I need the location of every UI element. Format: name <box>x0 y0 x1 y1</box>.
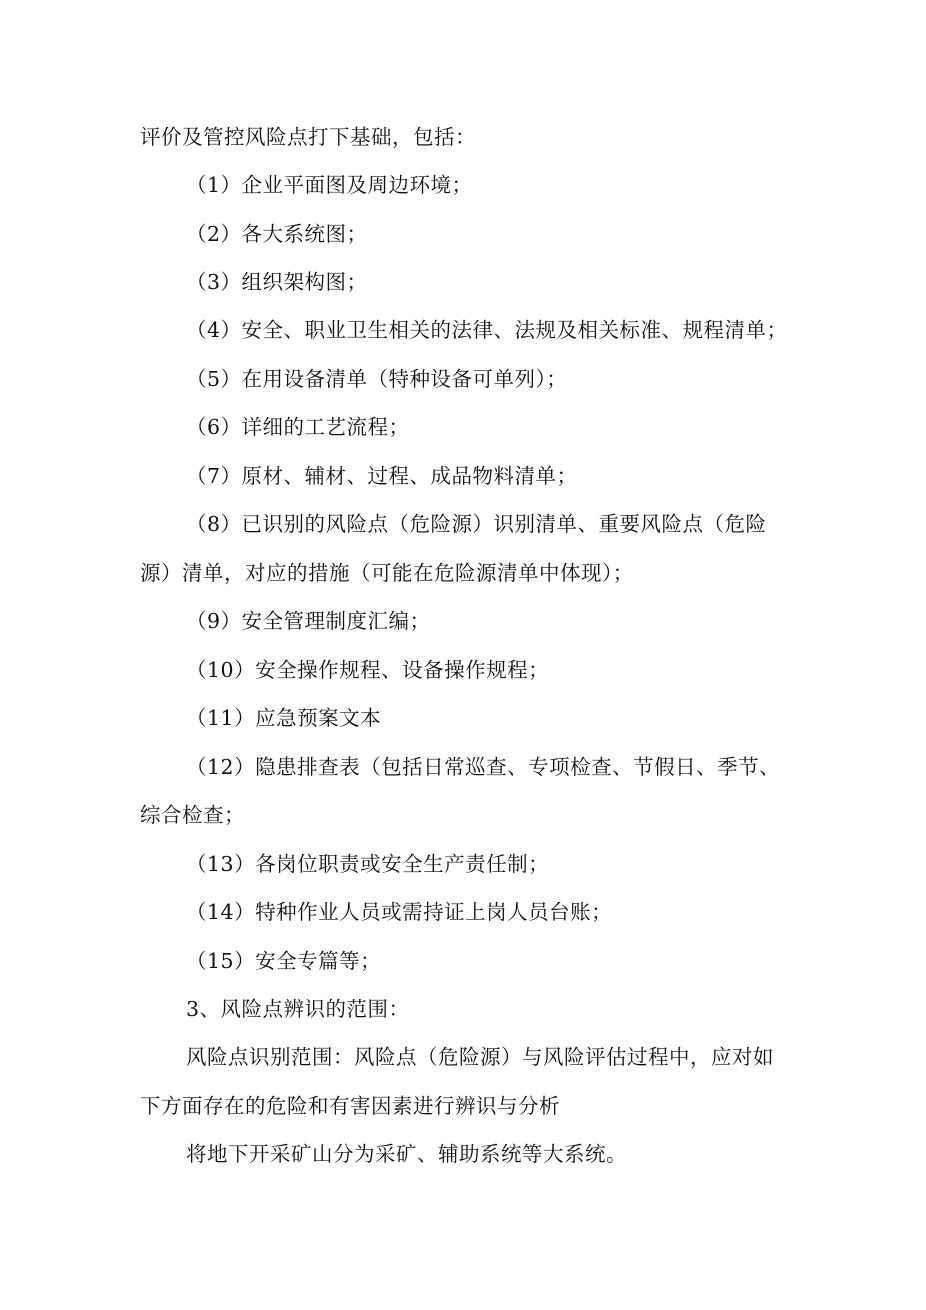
list-item: （8）已识别的风险点（危险源）识别清单、重要风险点（危险 <box>186 512 767 536</box>
paragraph-line: 下方面存在的危险和有害因素进行辨识与分析 <box>140 1094 560 1118</box>
list-item-continuation: 源）清单，对应的措施（可能在危险源清单中体现）； <box>140 561 634 585</box>
list-item-continuation: 综合检查； <box>140 803 245 827</box>
list-item: （13）各岗位职责或安全生产责任制； <box>186 852 550 876</box>
list-item: （7）原材、辅材、过程、成品物料清单； <box>186 464 578 488</box>
list-item: （10）安全操作规程、设备操作规程； <box>186 658 550 682</box>
paragraph-line: 将地下开采矿山分为采矿、辅助系统等大系统。 <box>186 1142 627 1166</box>
list-item: （14）特种作业人员或需持证上岗人员台账； <box>186 900 613 924</box>
text-line: 评价及管控风险点打下基础，包括： <box>140 125 476 149</box>
list-item: （15）安全专篇等； <box>186 949 382 973</box>
list-item: （1）企业平面图及周边环境； <box>186 173 473 197</box>
list-item: （11）应急预案文本 <box>186 706 382 730</box>
section-heading: 3、风险点辨识的范围： <box>186 997 410 1021</box>
list-item: （12）隐患排查表（包括日常巡查、专项检查、节假日、季节、 <box>186 755 781 779</box>
list-item: （6）详细的工艺流程； <box>186 415 410 439</box>
list-item: （2）各大系统图； <box>186 222 368 246</box>
paragraph-line: 风险点识别范围：风险点（危险源）与风险评估过程中，应对如 <box>186 1045 774 1069</box>
list-item: （4）安全、职业卫生相关的法律、法规及相关标准、规程清单； <box>186 318 788 342</box>
list-item: （5）在用设备清单（特种设备可单列）； <box>186 367 568 391</box>
list-item: （9）安全管理制度汇编； <box>186 609 431 633</box>
list-item: （3）组织架构图； <box>186 270 368 294</box>
